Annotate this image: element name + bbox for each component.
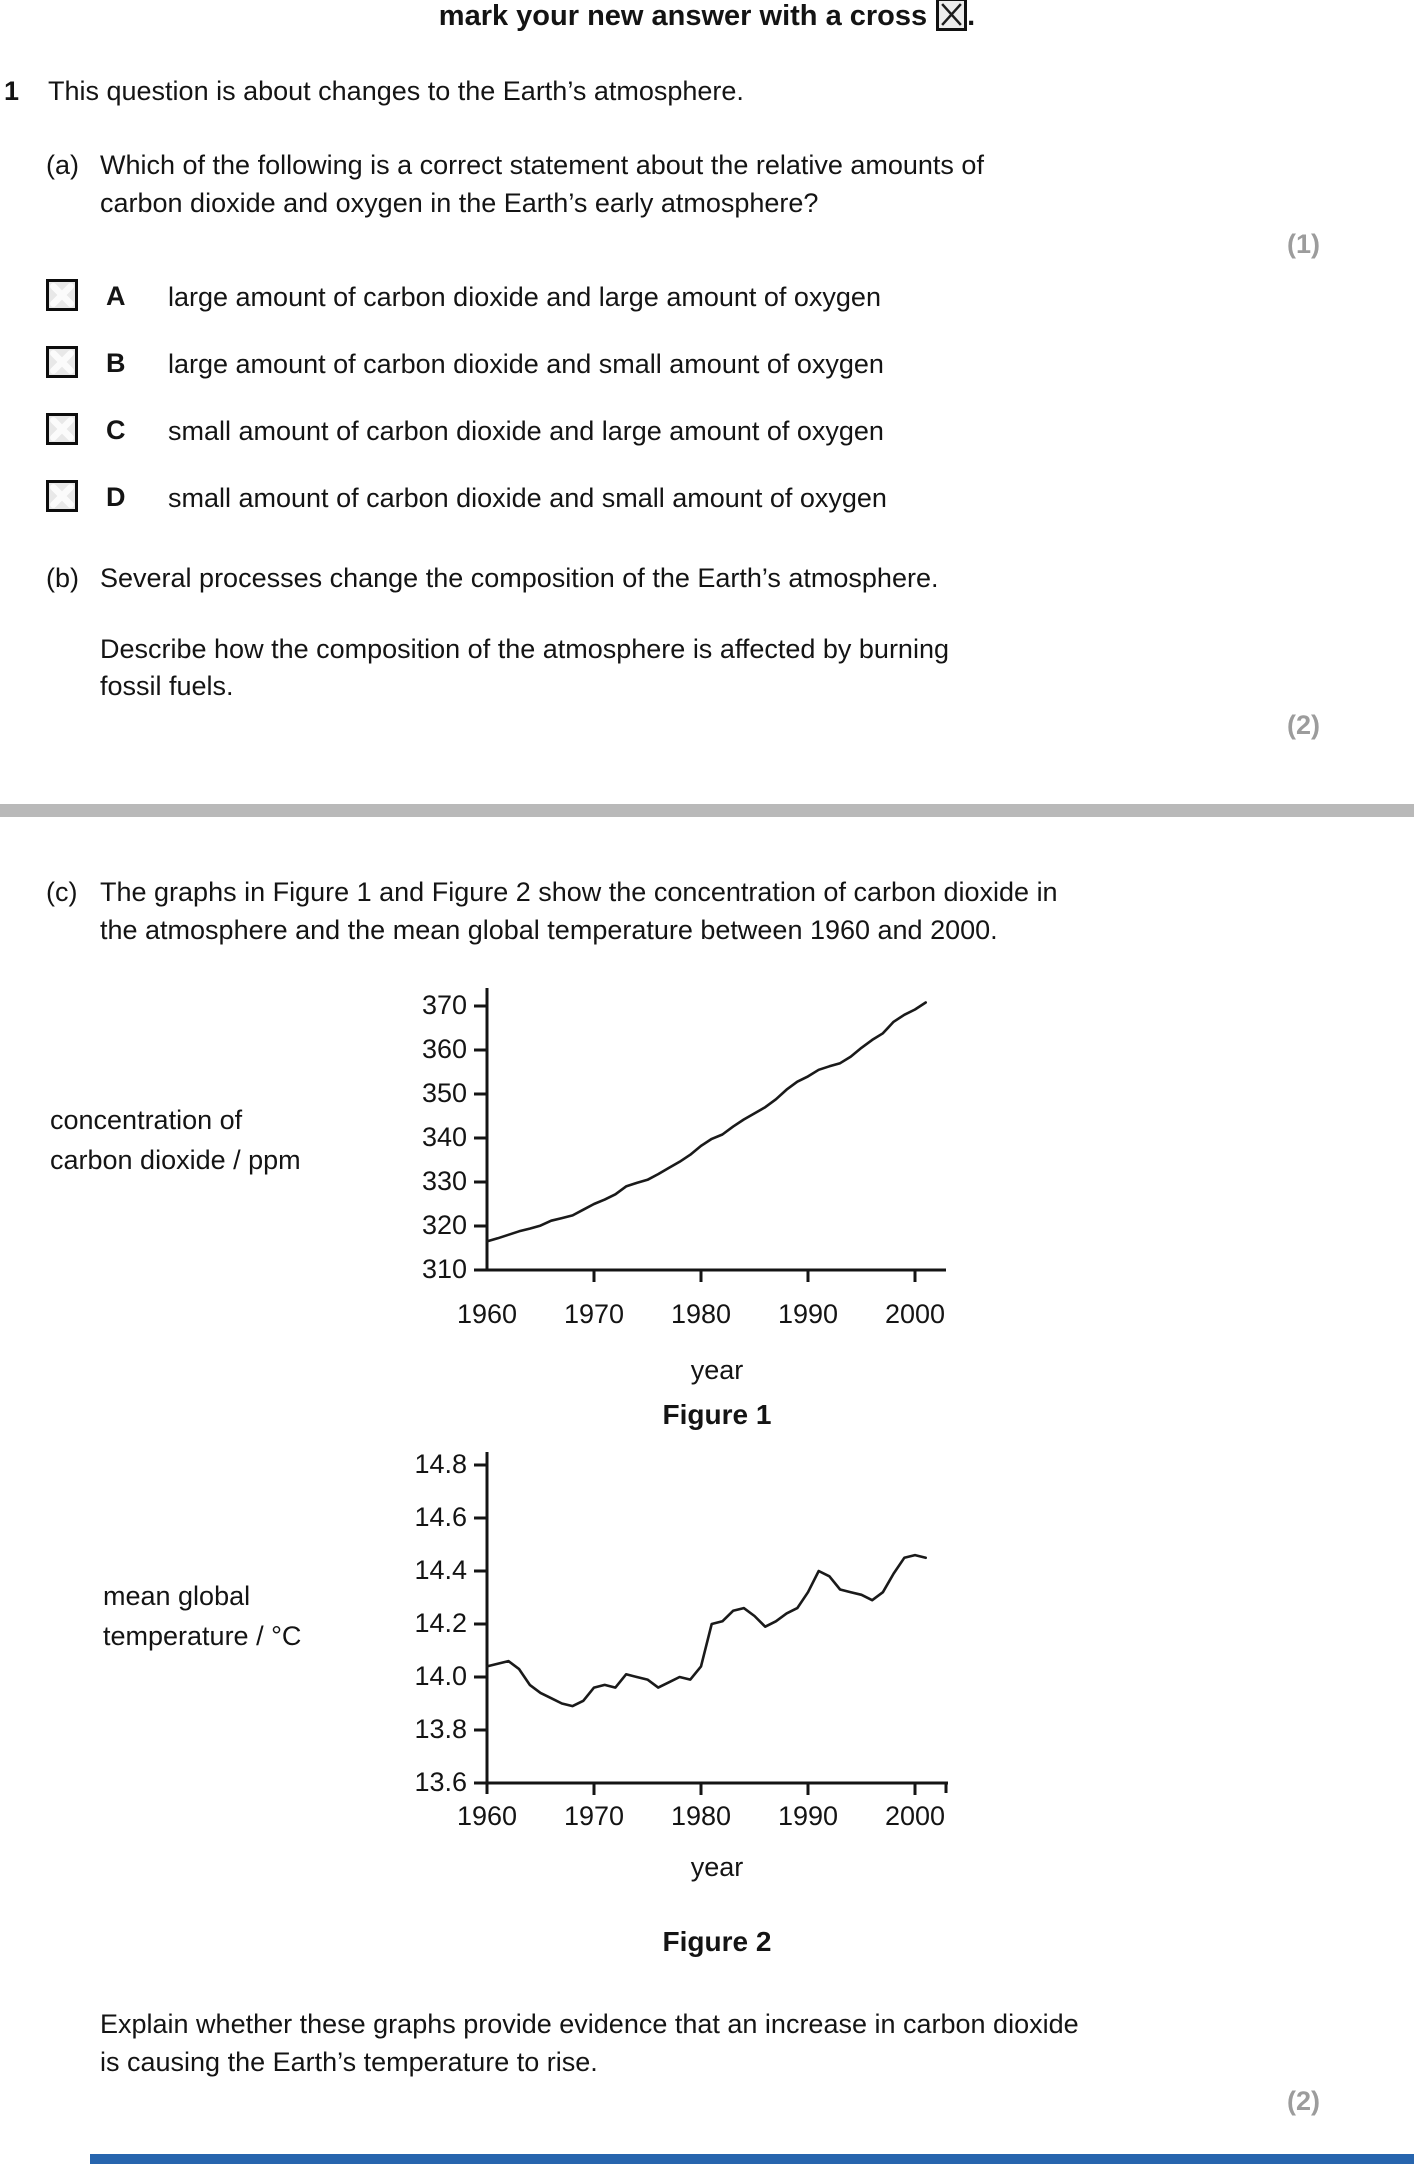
tick-label: 14.2 [414,1608,467,1638]
chart-line-series [487,1003,926,1242]
option-text-a: large amount of carbon dioxide and large amount of oxygen [168,282,881,312]
top-instruction-text: mark your new answer with a cross [438,0,928,32]
part-b-marks: (2) [1287,710,1320,740]
part-c-intro-line1: The graphs in Figure 1 and Figure 2 show the concentration of carbon dioxide in [100,877,1058,907]
figure1-y-axis-title-line2: carbon dioxide / ppm [50,1145,301,1175]
top-instruction-period: . [967,0,976,32]
part-c-explain-line2: is causing the Earth’s temperature to rise. [100,2047,598,2077]
tick-label: 370 [421,990,467,1020]
figure2-x-axis-title: year [690,1852,744,1882]
tick-label: 1990 [777,1299,839,1329]
tick-label: 1990 [777,1801,839,1831]
part-c-label: (c) [46,877,78,907]
tick-label: 360 [421,1034,467,1064]
part-a-label: (a) [46,150,79,180]
tick-label: 2000 [884,1299,946,1329]
option-text-d: small amount of carbon dioxide and small amount of oxygen [168,483,887,513]
tick-label: 1960 [456,1801,518,1831]
figure2-y-axis-title-line1: mean global [103,1581,251,1611]
tick-label: 13.8 [414,1714,467,1744]
tick-label: 1970 [563,1299,625,1329]
part-a-marks: (1) [1287,229,1320,259]
option-letter-a: A [106,281,126,311]
figure2-caption: Figure 2 [662,1926,772,1957]
tick-label: 1980 [670,1299,732,1329]
tick-label: 2000 [884,1801,946,1831]
chart-line-series [487,1555,926,1706]
tick-label: 14.0 [414,1661,467,1691]
option-letter-c: C [106,415,126,445]
part-c-intro-line2: the atmosphere and the mean global temperature between 1960 and 2000. [100,915,998,945]
figure1-y-axis-title [50,1100,301,1180]
part-b-line2: Describe how the composition of the atmosphere is affected by burning [100,634,949,664]
question-intro: This question is about changes to the Earth’s atmosphere. [48,76,744,106]
figure2-y-axis-title [103,1576,301,1656]
footer-bar [90,2154,1414,2164]
tick-label: 350 [421,1078,467,1108]
part-b-line1: Several processes change the composition of the Earth’s atmosphere. [100,563,939,593]
part-b-label: (b) [46,563,79,593]
option-text-c: small amount of carbon dioxide and large amount of oxygen [168,416,884,446]
tick-label: 310 [421,1254,467,1284]
tick-label: 1980 [670,1801,732,1831]
tick-label: 320 [421,1210,467,1240]
tick-label: 13.6 [414,1767,467,1797]
option-text-b: large amount of carbon dioxide and small amount of oxygen [168,349,884,379]
figure2-y-axis-title-line2: temperature / °C [103,1621,302,1651]
tick-label: 14.4 [414,1555,467,1585]
option-letter-b: B [106,348,126,378]
tick-label: 14.8 [414,1449,467,1479]
tick-label: 1970 [563,1801,625,1831]
tick-label: 330 [421,1166,467,1196]
tick-label: 340 [421,1122,467,1152]
option-letter-d: D [106,482,126,512]
figure1-x-axis-title: year [690,1355,744,1385]
tick-label: 1960 [456,1299,518,1329]
tick-label: 14.6 [414,1502,467,1532]
part-a-prompt-line2: carbon dioxide and oxygen in the Earth’s early atmosphere? [100,188,819,218]
part-a-prompt-line1: Which of the following is a correct statement about the relative amounts of [100,150,984,180]
figure1-y-axis-title-line1: concentration of [50,1105,243,1135]
part-c-marks: (2) [1287,2086,1320,2116]
figure1-caption: Figure 1 [662,1399,772,1430]
part-b-line3: fossil fuels. [100,671,234,701]
question-number: 1 [4,76,20,106]
part-c-explain-line1: Explain whether these graphs provide evidence that an increase in carbon dioxide [100,2009,1079,2039]
